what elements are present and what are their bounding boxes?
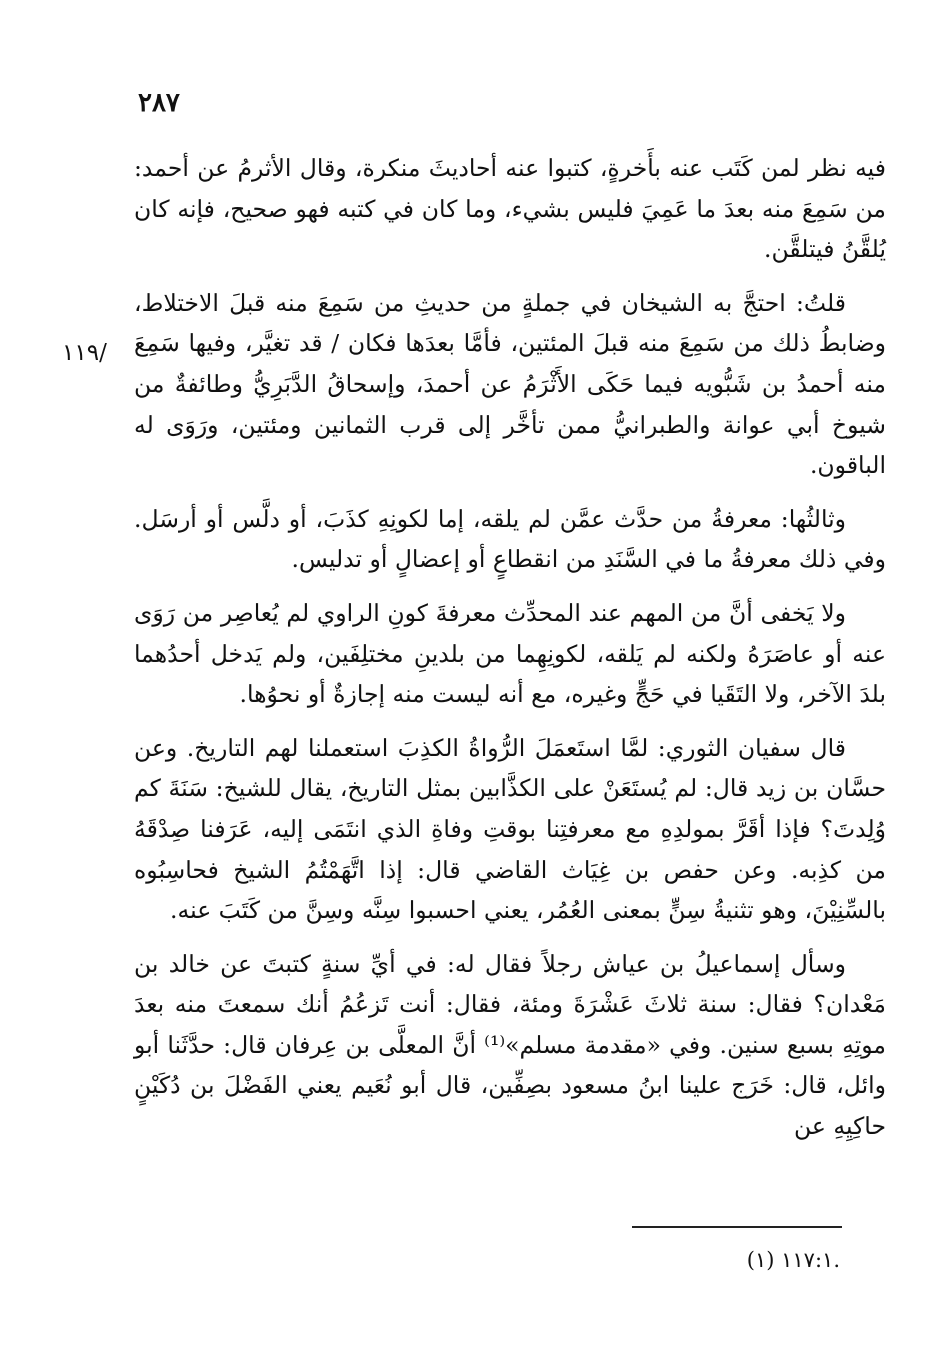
paragraph-3: وثالثُها: معرفةُ من حدَّث عمَّن لم يلقه، إما لكونِهِ كذَبَ، أو دلَّس أو أرسَل. وفي ذلك معرفةُ ما في السَّنَدِ من انقطاعٍ أو إعضالٍ أو تدليس. <box>134 504 886 574</box>
paragraph-6: وسأل إسماعيلُ بن عياش رجلاً فقال له: في أيِّ سنةٍ كتبتَ عن خالد بن مَعْدان؟ فقال: سنة ثلاثَ عَشْرَةَ ومئة، فقال: أنت تَزعُمُ أنك سمعتَ منه بعدَ موتِهِ بسبع سنين. وفي «مقدمة مسلم»⁽¹⁾ أنَّ المعلَّى بن عِرفان قال: حدَّثَنا أبو وائل، قال: خَرَج علينا ابنُ مسعود بصِفِّين، قال أبو نُعَيم يعني الفَضْلَ بن دُكَيْنٍ حاكِيِهِ عن <box>134 949 886 1141</box>
paragraph-1: فيه نظر لمن كَتَب عنه بأَخرةٍ، كتبوا عنه أحاديثَ منكرة، وقال الأثرمُ عن أحمد: من سَمِعَ منه بعدَ ما عَمِيَ فليس بشيء، وما كان في كتبه فهو صحيح، فإنه كان يُلقَّنُ فيتلقَّن. <box>134 154 886 264</box>
body-text <box>134 148 886 1147</box>
margin-reference: /١١٩ <box>62 340 107 366</box>
paragraph-5: قال سفيان الثوري: لمَّا استَعمَلَ الرُّواةُ الكذِبَ استعملنا لهم التاريخ. وعن حسَّان بن زيد قال: لم يُستَعَنْ على الكذَّابين بمثل التاريخ، يقال للشيخ: سَنَةَ كم وُلِدتَ؟ فإذا أقَرَّ بمولدِهِ مع معرفتِنا بوقتِ وفاةِ الذي انتَمَى إليه، عَرَفنا صِدْقَهُ من كذِبه. وعن حفص بن غِيَاث القاضي قال: إذا اتَّهَمْتُمُ الشيخ فحاسِبُوه بالسِّنِيْنَ، وهو تثنيةُ سِنٍّ بمعنى العُمُر، يعني احسبوا سِنَّه وسِنَّ من كَتَبَ عنه. <box>134 733 886 925</box>
page-number: ٢٨٧ <box>138 88 180 118</box>
footnote-divider <box>632 1226 842 1228</box>
paragraph-2: قلتُ: احتجَّ به الشيخان في جملةٍ من حديثِ من سَمِعَ منه قبلَ الاختلاط، وضابطُ ذلك من سَمِعَ منه قبلَ المئتين، فأمَّا بعدَها فكان / قد تغيَّر، وفيها سَمِعَ منه أحمدُ بن شَبُّويه فيما حَكَى الأَثْرَمُ عن أحمدَ، وإسحاقُ الدَّبَرِيُّ وطائفةٌ من شيوخ أبي عوانة والطبرانيُّ ممن تأخَّر إلى قرب الثمانين ومئتين، ورَوَى له الباقون. <box>134 288 886 480</box>
paragraph-4: ولا يَخفى أنَّ من المهم عند المحدِّث معرفةَ كونِ الراوي لم يُعاصِر من رَوَى عنه أو عاصَرَهُ ولكنه لم يَلقه، لكونِهِما من بلدينِ مختلِفَين، ولم يَدخل أحدُهما بلدَ الآخر، ولا التَقَيا في حَجٍّ وغيره، مع أنه ليست منه إجازةٌ أو نحوُها. <box>134 598 886 709</box>
footnote: .١١٧:١ (١) <box>746 1248 840 1272</box>
